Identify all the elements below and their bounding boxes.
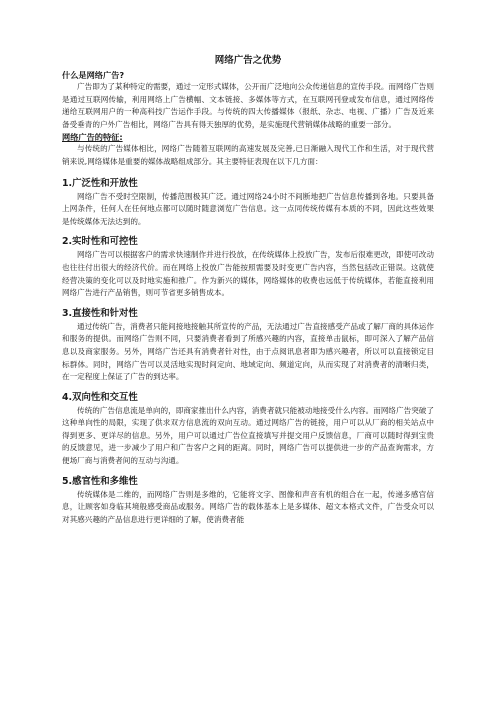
question-heading-what-is: 什么是网络广告?	[62, 70, 125, 80]
section-paragraph-3: 通过传统广告，消费者只能间接地接触其所宣传的产品，无法通过广告直接感受产品或了解厂商的具体运作和服务的提供。而网络广告则不同，只要消费者看到了所感兴趣的内容，直接单击鼠标，即可深入了解产品信息以及商家服务。另外，网络广告还具有消费者针对性，由于点阅讯息者即为感兴趣者，所以可以直接锁定目标群体。同时，网络广告可以灵活地实现时间定向、地域定向、频道定向，从而实现了对消费者的清晰归类，在一定程度上保证了广告的到达率。	[62, 321, 434, 382]
section-paragraph-4: 传统的广告信息流是单向的，即商家推出什么内容，消费者就只能被动地接受什么内容。而网络广告突破了这种单向性的局限，实现了供求双方信息流的双向互动。通过网络广告的链接，用户可以从厂商的相关站点中得到更多、更详尽的信息。另外，用户可以通过广告位直接填写并提交用户反馈信息，厂商可以随时得到宝贵的反馈意见，进一步减少了用户和广告客户之间的距离。同时，网络广告可以提供进一步的产品查询需求，方便场厂商与消费者间的互动与沟通。	[62, 405, 434, 466]
section-heading-3: 3.直接性和针对性	[62, 307, 138, 319]
section-paragraph-5: 传统媒体是二维的，而网络广告则是多维的，它能将文字、图像和声音有机的组合在一起，传递多感官信息，让顾客如身临其境般感受商品或服务。网络广告的载体基本上是多媒体、超文本格式文件，广告受众可以对其感兴趣的产品信息进行更详细的了解，使消费者能	[62, 489, 434, 524]
section-heading-5: 5.感官性和多维性	[62, 475, 138, 487]
intro-paragraph: 广告即为了某种特定的需要，通过一定形式媒体，公开而广泛地向公众传递信息的宣传手段。而网络广告则是通过互联网传输，利用网络上广告横幅、文本链接、多媒体等方式，在互联网刊登或发布信息，通过网络传递给互联网用户的一种高科技广告运作手段。与传统的四大传播媒体（报纸、杂志、电视、广播）广告及近来备受垂青的户外广告相比，网络广告具有得天独厚的优势，是实施现代营销媒体战略的重要一部分。	[62, 82, 434, 129]
features-heading-text: 网络广告的特征:	[62, 132, 123, 143]
section-heading-1: 1.广泛性和开放性	[62, 177, 138, 189]
question-heading-features	[62, 131, 434, 143]
document-page	[62, 54, 434, 526]
section-heading-4: 4.双向性和交互性	[62, 391, 138, 403]
section-paragraph-1: 网络广告不受时空限制，传播范围极其广泛。通过网络24小时不间断地把广告信息传播到各地。只要具备上网条件，任何人在任何地点都可以随时随意浏览广告信息。这一点同传统传媒有本质的不同，因此这些效果是传统媒体无法达到的。	[62, 191, 434, 226]
section-heading-2: 2.实时性和可控性	[62, 236, 138, 248]
features-intro-paragraph: 与传统的广告媒体相比，网络广告随着互联网的高速发展及完善,已日渐融入现代工作和生活，对于现代营销来说,网络媒体是重要的媒体战略组成部分。其主要特征表现在以下几方面：	[62, 144, 434, 166]
section-paragraph-2: 网络广告可以根据客户的需求快速制作并进行投放，在传统媒体上投放广告，发布后很难更改，即使可改动也往往付出很大的经济代价。而在网络上投放广告能按照需要及时变更广告内容，当然包括改正错误。这就使经营决策的变化可以及时地实施和推广。作为新兴的媒体，网络媒体的收费也远低于传统媒体，若能直接利用网络广告进行产品销售，则可节省更多销售成本。	[62, 250, 434, 298]
document-title: 网络广告之优势	[214, 55, 282, 66]
